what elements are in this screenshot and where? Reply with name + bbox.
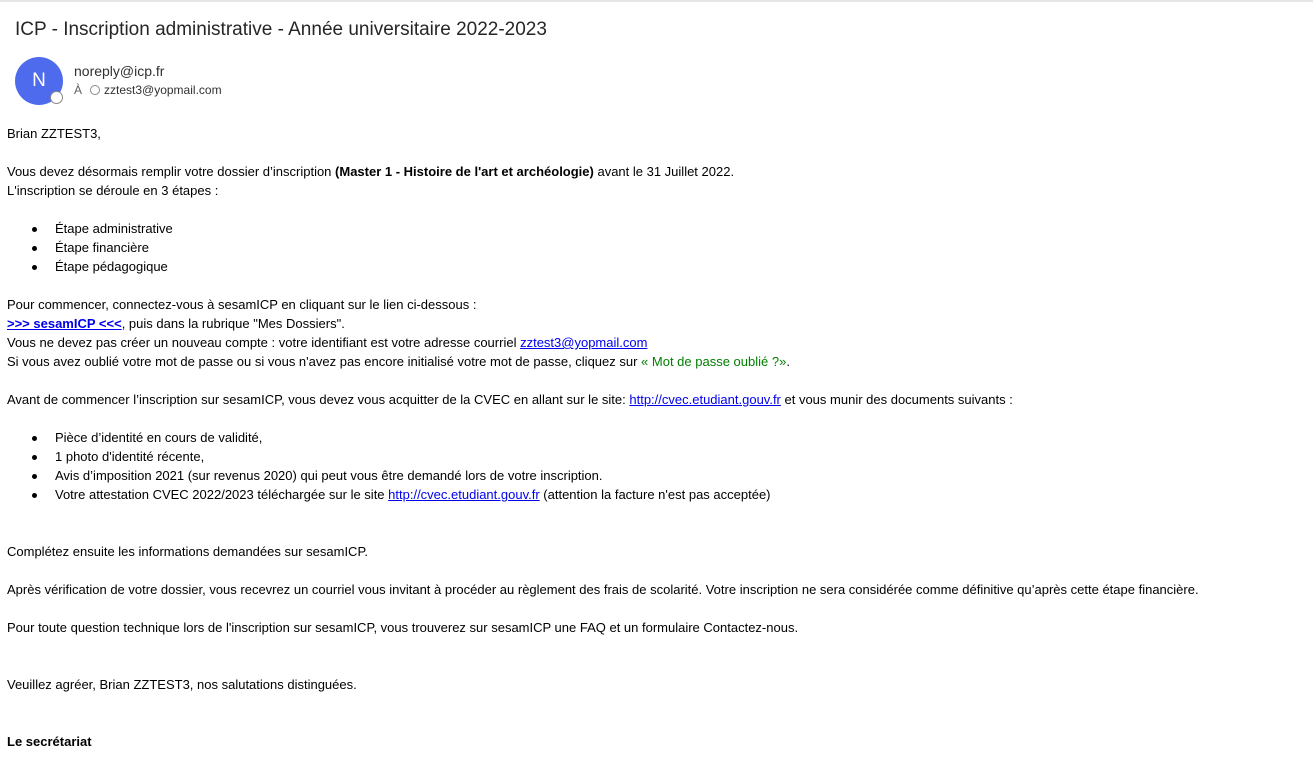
recipient-line bbox=[74, 83, 222, 97]
deadline-text: avant le 31 Juillet 2022. bbox=[593, 164, 735, 179]
paragraph-intro bbox=[7, 162, 1302, 181]
program-name: (Master 1 - Histoire de l'art et archéologie) bbox=[335, 164, 594, 179]
doc4-text: Votre attestation CVEC 2022/2023 téléchargée sur le site bbox=[55, 487, 389, 502]
account-text: Vous ne devez pas créer un nouveau compte : votre identifiant est votre adresse courriel bbox=[7, 335, 521, 350]
list-item: Étape administrative bbox=[7, 219, 1302, 238]
cvec-link[interactable]: http://cvec.etudiant.gouv.fr bbox=[629, 392, 781, 407]
password-line-end: . bbox=[786, 354, 790, 369]
password-text: Si vous avez oublié votre mot de passe ou si vous n'avez pas encore initialisé votre mot de passe, cliquez sur bbox=[7, 354, 642, 369]
recipient-presence-icon bbox=[90, 85, 100, 95]
list-item: Étape pédagogique bbox=[7, 257, 1302, 276]
sender-address[interactable]: noreply@icp.fr bbox=[74, 63, 165, 79]
sesam-line bbox=[7, 314, 1302, 333]
sesam-line-text: , puis dans la rubrique "Mes Dossiers". bbox=[121, 316, 345, 331]
list-item: Avis d’imposition 2021 (sur revenus 2020) qui peut vous être demandé lors de votre inscription. bbox=[7, 466, 1302, 485]
to-label: À bbox=[74, 83, 83, 97]
email-link[interactable]: zztest3@yopmail.com bbox=[520, 335, 648, 350]
complete-info: Complétez ensuite les informations demandées sur sesamICP. bbox=[7, 544, 369, 559]
cvec-text: Avant de commencer l’inscription sur sesamICP, vous devez vous acquitter de la CVEC en allant sur le site: bbox=[7, 392, 630, 407]
list-item: Pièce d’identité en cours de validité, bbox=[7, 428, 1302, 447]
forgot-password-text: « Mot de passe oublié ?» bbox=[641, 354, 787, 369]
greeting: Brian ZZTEST3, bbox=[7, 126, 101, 141]
closing: Veuillez agréer, Brian ZZTEST3, nos salutations distinguées. bbox=[7, 677, 357, 692]
email-body bbox=[7, 124, 1302, 751]
steps-list bbox=[7, 219, 1302, 276]
signature: Le secrétariat bbox=[7, 734, 92, 749]
account-line bbox=[7, 333, 1302, 352]
password-line bbox=[7, 352, 1302, 371]
email-subject: ICP - Inscription administrative - Année universitaire 2022-2023 bbox=[15, 19, 547, 40]
cvec-text-end: et vous munir des documents suivants : bbox=[780, 392, 1013, 407]
list-item: Étape financière bbox=[7, 238, 1302, 257]
cvec-line bbox=[7, 390, 1302, 409]
connect-instructions: Pour commencer, connectez-vous à sesamICP en cliquant sur le lien ci-dessous : bbox=[7, 297, 477, 312]
list-item: 1 photo d'identité récente, bbox=[7, 447, 1302, 466]
doc4-note: (attention la facture n'est pas acceptée) bbox=[539, 487, 771, 502]
documents-list bbox=[7, 428, 1302, 504]
sender-avatar[interactable]: N bbox=[15, 57, 63, 105]
presence-status-icon bbox=[50, 91, 63, 104]
list-item bbox=[7, 485, 1302, 504]
cvec-link-2[interactable]: http://cvec.etudiant.gouv.fr bbox=[388, 487, 540, 502]
recipient-address[interactable]: zztest3@yopmail.com bbox=[104, 83, 222, 97]
steps-intro: L'inscription se déroule en 3 étapes : bbox=[7, 183, 219, 198]
sesamicp-link[interactable]: >>> sesamICP <<< bbox=[7, 316, 122, 331]
faq-paragraph: Pour toute question technique lors de l'inscription sur sesamICP, vous trouverez sur sesamICP une FAQ et un formulaire Contactez-nous. bbox=[7, 620, 799, 635]
verification-paragraph: Après vérification de votre dossier, vous recevrez un courriel vous invitant à procéder au règlement des frais de scolarité. Votre inscription ne sera considérée comme définitive qu’après cette étape financière. bbox=[7, 582, 1199, 597]
top-divider bbox=[0, 0, 1313, 2]
intro-text: Vous devez désormais remplir votre dossier d’inscription bbox=[7, 164, 336, 179]
